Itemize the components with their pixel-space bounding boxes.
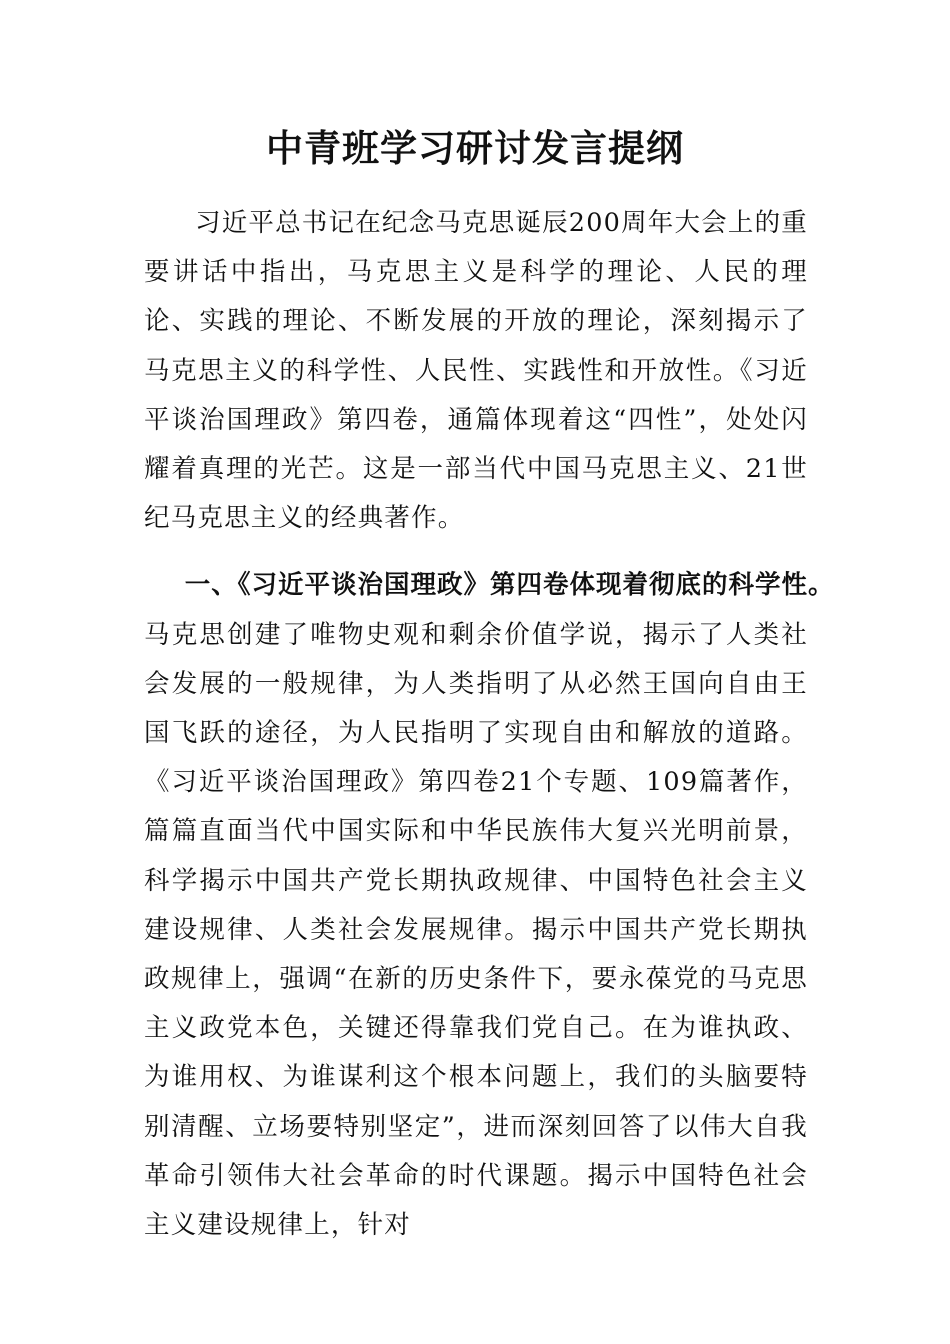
- document-title: 中青班学习研讨发言提纲: [266, 126, 684, 170]
- section-heading-1: 一、《习近平谈治国理政》第四卷体现着彻底的科学性。: [184, 570, 835, 601]
- paragraph-gap: [144, 543, 808, 561]
- section-1-paragraph: 马克思创建了唯物史观和剩余价值学说，揭示了人类社会发展的一般规律，为人类指明了从必然王国向自由王国飞跃的途径，为人民指明了实现自由和解放的道路。《习近平谈治国理政》第四卷21个专题、109篇著作，篇篇直面当代中国实际和中华民族伟大复兴光明前景，科学揭示中国共产党长期执政规律、中国特色社会主义建设规律、人类社会发展规律。揭示中国共产党长期执政规律上，强调“在新的历史条件下，要永葆党的马克思主义政党本色，关键还得靠我们党自己。在为谁执政、为谁用权、为谁谋利这个根本问题上，我们的头脑要特别清醒、立场要特别坚定”，进而深刻回答了以伟大自我革命引领伟大社会革命的时代课题。揭示中国特色社会主义建设规律上，针对: [144, 619, 808, 1241]
- intro-paragraph: 习近平总书记在纪念马克思诞辰200周年大会上的重要讲话中指出，马克思主义是科学的理论、人民的理论、实践的理论、不断发展的开放的理论，深刻揭示了马克思主义的科学性、人民性、实践性和开放性。《习近平谈治国理政》第四卷，通篇体现着这“四性”，处处闪耀着真理的光芒。这是一部当代中国马克思主义、21世纪马克思主义的经典著作。: [144, 208, 808, 534]
- document-body: [144, 199, 835, 1250]
